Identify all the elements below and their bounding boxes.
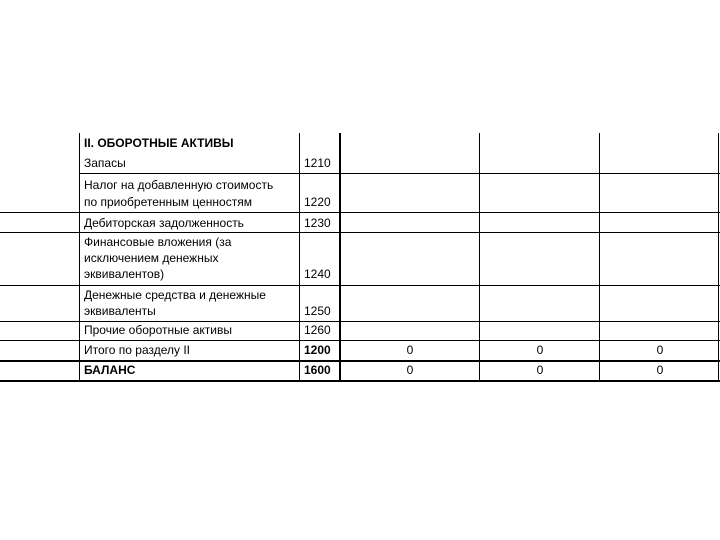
row-label: Прочие оборотные активы [84,323,232,337]
column-divider [718,133,719,380]
row-label: Запасы [84,156,126,170]
row-divider [0,232,720,233]
row-divider [80,173,720,174]
column-divider [79,133,80,380]
row-code: 1230 [304,216,331,230]
balance-value: 0 [656,363,664,377]
row-code: 1260 [304,323,331,337]
column-divider [599,133,600,380]
row-code: 1220 [304,195,331,209]
row-label: Налог на добавленную стоимость [84,178,274,192]
row-label: Денежные средства и денежные [84,288,266,302]
section-title: II. ОБОРОТНЫЕ АКТИВЫ [84,136,234,150]
total-value: 0 [656,343,664,357]
row-code: 1250 [304,304,331,318]
balance-value: 0 [406,363,414,377]
total-label: Итого по разделу II [84,343,191,357]
row-code: 1210 [304,156,331,170]
balance-value: 0 [536,363,544,377]
row-divider [0,212,720,213]
balance-code: 1600 [304,363,331,377]
row-divider [0,380,720,382]
row-label: эквивалентов) [84,267,165,281]
total-value: 0 [536,343,544,357]
column-divider [479,133,480,380]
row-label: эквиваленты [84,304,156,318]
row-label: Дебиторская задолженность [84,216,244,230]
row-divider [0,285,720,286]
column-divider [299,133,300,380]
total-code: 1200 [304,343,331,357]
balance-label: БАЛАНС [84,363,136,377]
row-code: 1240 [304,267,331,281]
row-divider [0,340,720,341]
row-label: Финансовые вложения (за [84,235,232,249]
row-label: исключением денежных [84,251,219,265]
row-label: по приобретенным ценностям [84,195,252,209]
column-divider [339,133,341,380]
total-value: 0 [406,343,414,357]
